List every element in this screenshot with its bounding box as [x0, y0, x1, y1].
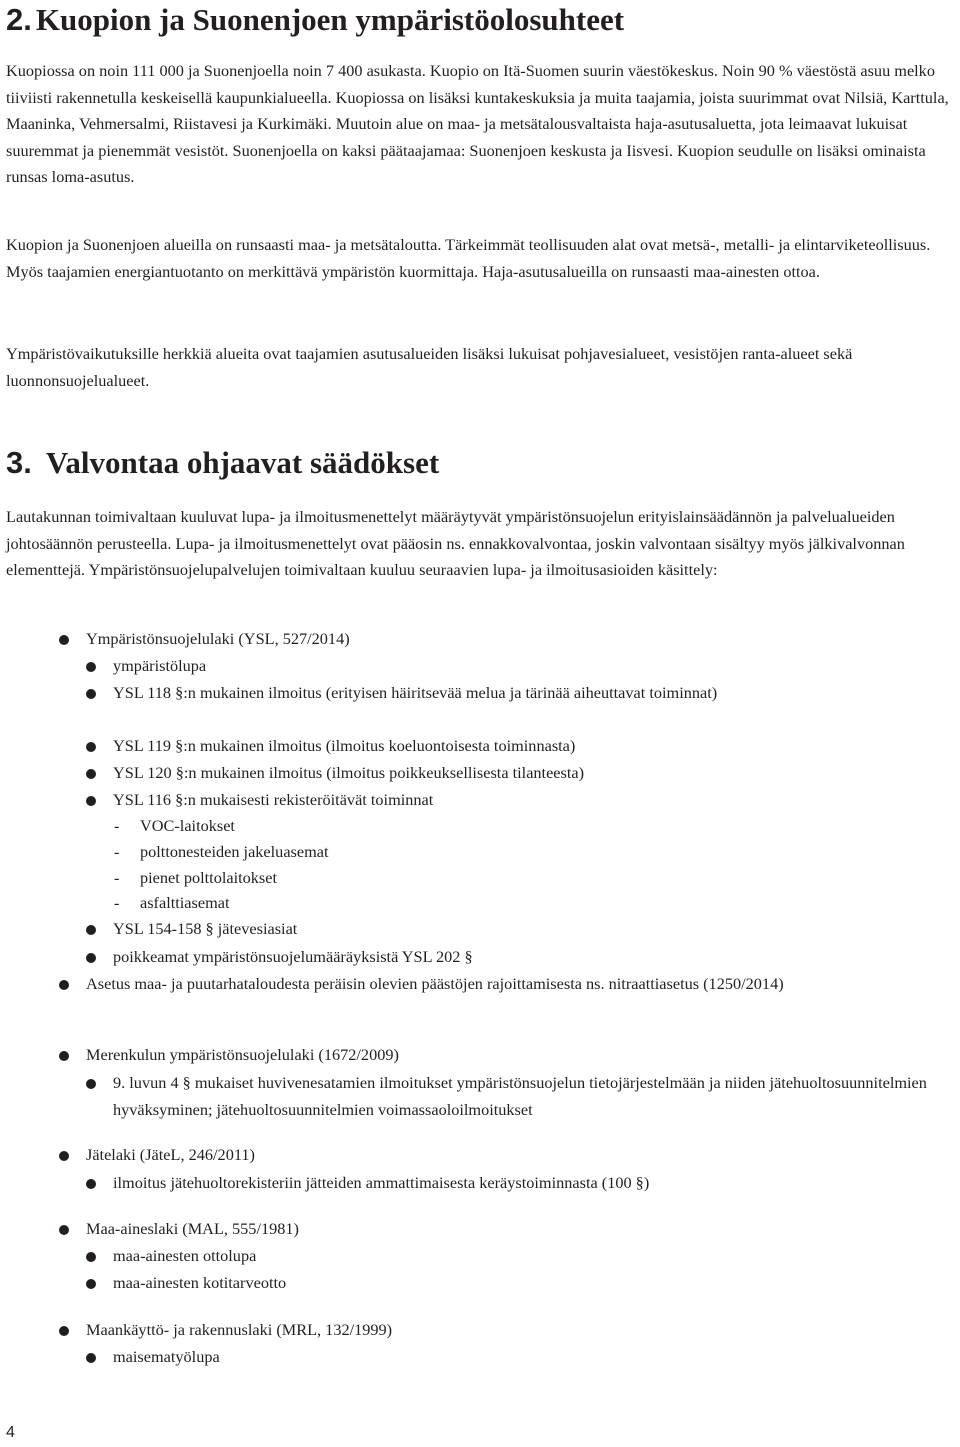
bullet-icon — [59, 1051, 69, 1061]
list-item-poikkeamat: poikkeamat ympäristönsuojelumääräyksistä YSL 202 § — [113, 947, 473, 966]
section-2-paragraph-3: Ympäristövaikutuksille herkkiä alueita ovat taajamien asutusalueiden lisäksi lukuisat pohjavesialueet, vesistöjen ranta-alueet sekä luonnonsuojelualueet. — [6, 344, 853, 390]
bullet-icon — [59, 980, 69, 990]
bullet-icon — [59, 1151, 69, 1161]
section-2-title: Kuopion ja Suonenjoen ympäristöolosuhteet — [35, 2, 625, 37]
bullet-icon — [86, 796, 96, 806]
list-item-jatevesiasiat: YSL 154-158 § jätevesiasiat — [113, 919, 298, 938]
list-item-nitraattiasetus: Asetus maa- ja puutarhataloudesta peräisin olevien päästöjen rajoittamisesta ns. nitraattiasetus (1250/2014) — [86, 974, 784, 993]
dash-marker: - — [114, 893, 120, 912]
list-item-ysl-120: YSL 120 §:n mukainen ilmoitus (ilmoitus poikkeuksellisesta tilanteesta) — [113, 763, 585, 782]
section-3-number: 3. — [6, 445, 32, 480]
list-item-mrl: Maankäyttö- ja rakennuslaki (MRL, 132/1999) — [86, 1320, 393, 1339]
list-item-jatelaki: Jätelaki (JäteL, 246/2011) — [86, 1145, 255, 1164]
list-item-ottolupa: maa-ainesten ottolupa — [113, 1246, 257, 1265]
bullet-icon — [86, 662, 96, 672]
dash-marker: - — [114, 868, 120, 887]
bullet-icon — [86, 742, 96, 752]
section-2-heading — [6, 2, 624, 38]
section-3-heading — [6, 445, 439, 481]
list-item-huvivenesatamat: 9. luvun 4 § mukaiset huvivenesatamien ilmoitukset ympäristönsuojelun tietojärjestelmään ja niiden jätehuoltosuunnitelmien hyväksyminen; jätehuoltosuunnitelmien voimassaoloilmoitukset — [113, 1073, 927, 1119]
bullet-icon — [86, 769, 96, 779]
list-item-maa-aineslaki: Maa-aineslaki (MAL, 555/1981) — [86, 1219, 299, 1238]
section-2-number: 2. — [6, 2, 32, 37]
section-3-intro: Lautakunnan toimivaltaan kuuluvat lupa- ja ilmoitusmenettelyt määräytyvät ympäristönsuojelun erityislainsäädännön ja palvelualueiden johtosäännön perusteella. Lupa- ja ilmoitusmenettelyt ovat pääosin ns. ennakkovalvontaa, joskin valvontaan sisältyy myös jälkivalvonnan elementtejä. Ympäristönsuojelupalvelujen toimivaltaan kuuluu seuraavien lupa- ja ilmoitusasioiden käsittely: — [6, 507, 905, 579]
bullet-icon — [86, 925, 96, 935]
list-item-kotitarveotto: maa-ainesten kotitarveotto — [113, 1273, 287, 1292]
dash-marker: - — [114, 816, 120, 835]
bullet-icon — [86, 1353, 96, 1363]
bullet-icon — [86, 1279, 96, 1289]
bullet-icon — [86, 1179, 96, 1189]
bullet-icon — [59, 1225, 69, 1235]
list-item-jatehuoltorekisteri: ilmoitus jätehuoltorekisteriin jätteiden ammattimaisesta keräystoiminnasta (100 §) — [113, 1173, 650, 1192]
section-2-paragraph-1: Kuopiossa on noin 111 000 ja Suonenjoella noin 7 400 asukasta. Kuopio on Itä-Suomen suurin väestökeskus. Noin 90 % väestöstä asuu melko tiiviisti rakennetulla keskeisellä kaupunkialueella. Kuopiossa on lisäksi kuntakeskuksia ja muita taajamia, joista suurimmat ovat Nilsiä, Karttula, Maaninka, Vehmersalmi, Riistavesi ja Kurkimäki. Muutoin alue on maa- ja metsätalousvaltaista haja-asutusaluetta, jota leimaavat lukuisat suuremmat ja pienemmät vesistöt. Suonenjoella on kaksi päätaajamaa: Suonenjoen keskusta ja Iisvesi. Kuopion seudulle on lisäksi ominaista runsas loma-asutus. — [6, 61, 949, 186]
section-3-title: Valvontaa ohjaavat säädökset — [45, 445, 440, 480]
bullet-icon — [86, 689, 96, 699]
list-item-ysl-118: YSL 118 §:n mukainen ilmoitus (erityisen häiritsevää melua ja tärinää aiheuttavat toiminnat) — [113, 683, 718, 702]
bullet-icon — [59, 635, 69, 645]
list-item-ysl-119: YSL 119 §:n mukainen ilmoitus (ilmoitus koeluontoisesta toiminnasta) — [113, 736, 576, 755]
list-item-jakeluasemat: polttonesteiden jakeluasemat — [140, 842, 329, 861]
page-number: 4 — [6, 1424, 15, 1441]
list-item-voc: VOC-laitokset — [140, 816, 235, 835]
bullet-icon — [59, 1326, 69, 1336]
list-item-ysl: Ympäristönsuojelulaki (YSL, 527/2014) — [86, 629, 350, 648]
list-item-merenkulku: Merenkulun ympäristönsuojelulaki (1672/2009) — [86, 1045, 399, 1064]
bullet-icon — [86, 953, 96, 963]
bullet-icon — [86, 1252, 96, 1262]
list-item-maisematyolupa: maisematyölupa — [113, 1347, 220, 1366]
list-item-ysl-116: YSL 116 §:n mukaisesti rekisteröitävät toiminnat — [113, 790, 434, 809]
list-item-polttolaitokset: pienet polttolaitokset — [140, 868, 278, 887]
dash-marker: - — [114, 842, 120, 861]
list-item-asfalttiasemat: asfalttiasemat — [140, 893, 230, 912]
list-item-ymparistolupa: ympäristölupa — [113, 656, 207, 675]
bullet-icon — [86, 1079, 96, 1089]
section-2-paragraph-2: Kuopion ja Suonenjoen alueilla on runsaasti maa- ja metsätaloutta. Tärkeimmät teollisuuden alat ovat metsä-, metalli- ja elintarviketeollisuus. Myös taajamien energiantuotanto on merkittävä ympäristön kuormittaja. Haja-asutusalueilla on runsaasti maa-ainesten ottoa. — [6, 235, 931, 281]
